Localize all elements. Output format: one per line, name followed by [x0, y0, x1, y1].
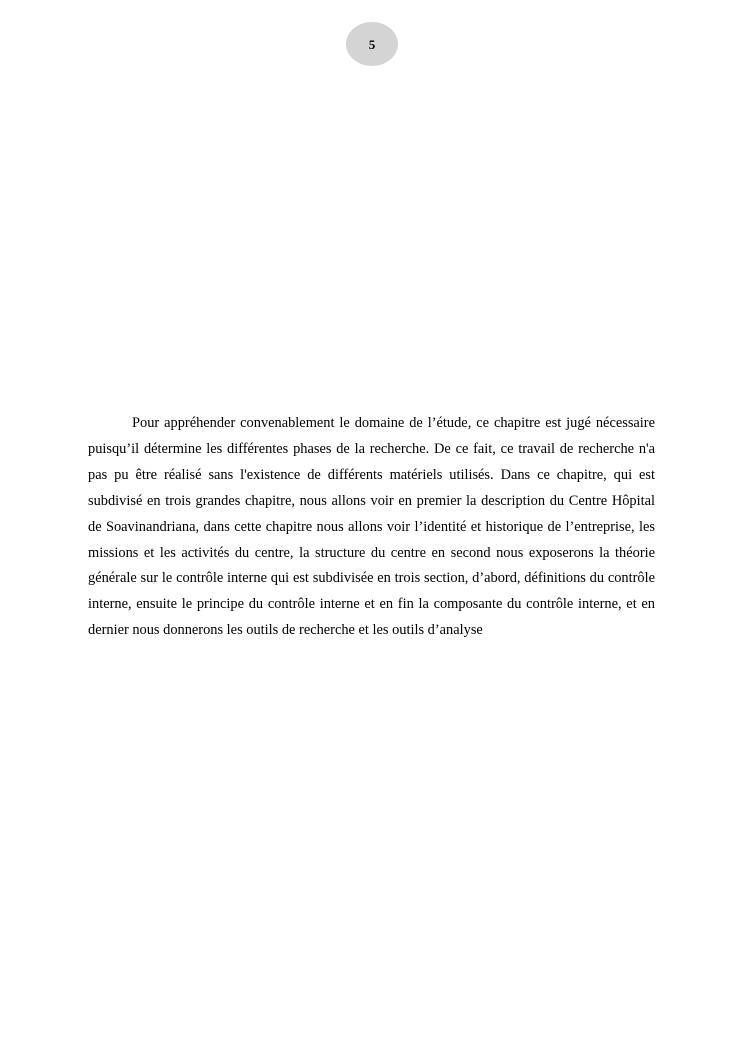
page-number: 5 [368, 36, 376, 52]
intro-paragraph: Pour appréhender convenablement le domaine de l’étude, ce chapitre est jugé nécessaire puisqu’il détermine les différentes phases de la recherche. De ce fait, ce travail de recherche n'a pas pu être réalisé sans l'existence de différents matériels utilisés. Dans ce chapitre, qui est subdivisé en trois grandes chapitre, nous allons voir en premier la description du Centre Hôpital de Soavinandriana, dans cette chapitre nous allons voir l’identité et historique de l’entreprise, les missions et les activités du centre, la structure du centre en second nous exposerons la théorie générale sur le contrôle interne qui est subdivisée en trois section, d’abord, définitions du contrôle interne, ensuite le principe du contrôle interne et en fin la composante du contrôle interne, et en dernier nous donnerons les outils de recherche et les outils d’analyse [88, 415, 655, 639]
page-number-badge [346, 22, 398, 66]
